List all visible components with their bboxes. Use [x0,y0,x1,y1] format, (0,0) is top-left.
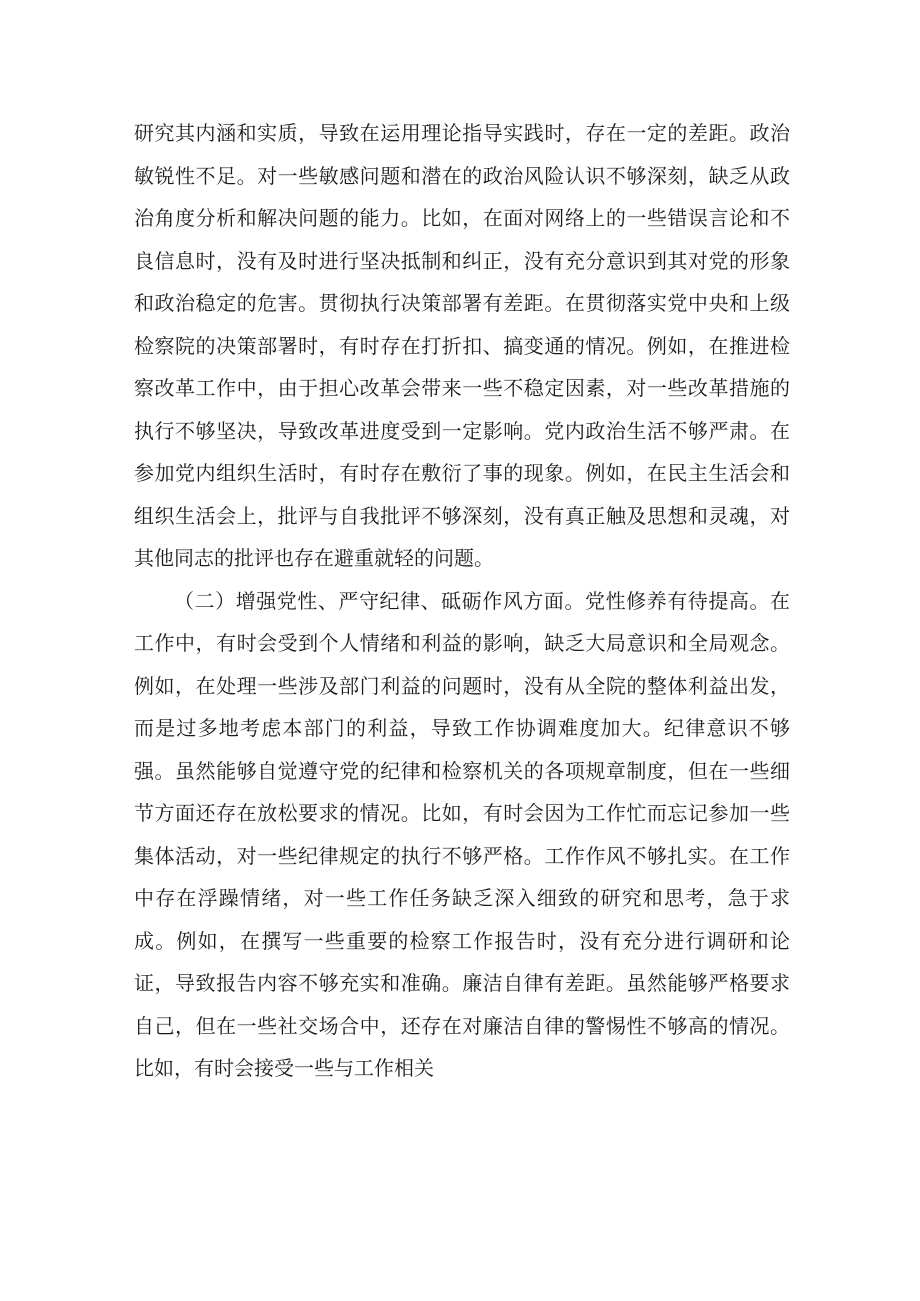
paragraph-political-issues: 研究其内涵和实质，导致在运用理论指导实践时，存在一定的差距。政治敏锐性不足。对一些敏感问题和潜在的政治风险认识不够深刻，缺乏从政治角度分析和解决问题的能力。比如，在面对网络上的一些错误言论和不良信息时，没有及时进行坚决抵制和纠正，没有充分意识到其对党的形象和政治稳定的危害。贯彻执行决策部署有差距。在贯彻落实党中央和上级检察院的决策部署时，有时存在打折扣、搞变通的情况。例如，在推进检察改革工作中，由于担心改革会带来一些不稳定因素，对一些改革措施的执行不够坚决，导致改革进度受到一定影响。党内政治生活不够严肃。在参加党内组织生活时，有时存在敷衍了事的现象。例如，在民主生活会和组织生活会上，批评与自我批评不够深刻，没有真正触及思想和灵魂，对其他同志的批评也存在避重就轻的问题。 [134,121,790,570]
paragraph-party-discipline: （二）增强党性、严守纪律、砥砺作风方面。党性修养有待提高。在工作中，有时会受到个人情绪和利益的影响，缺乏大局意识和全局观念。例如，在处理一些涉及部门利益的问题时，没有从全院的整体利益出发，而是过多地考虑本部门的利益，导致工作协调难度加大。纪律意识不够强。虽然能够自觉遵守党的纪律和检察机关的各项规章制度，但在一些细节方面还存在放松要求的情况。比如，有时会因为工作忙而忘记参加一些集体活动，对一些纪律规定的执行不够严格。工作作风不够扎实。在工作中存在浮躁情绪，对一些工作任务缺乏深入细致的研究和思考，急于求成。例如，在撰写一些重要的检察工作报告时，没有充分进行调研和论证，导致报告内容不够充实和准确。廉洁自律有差距。虽然能够严格要求自己，但在一些社交场合中，还存在对廉洁自律的警惕性不够高的情况。比如，有时会接受一些与工作相关 [134,588,790,1080]
document-body [134,112,790,1090]
